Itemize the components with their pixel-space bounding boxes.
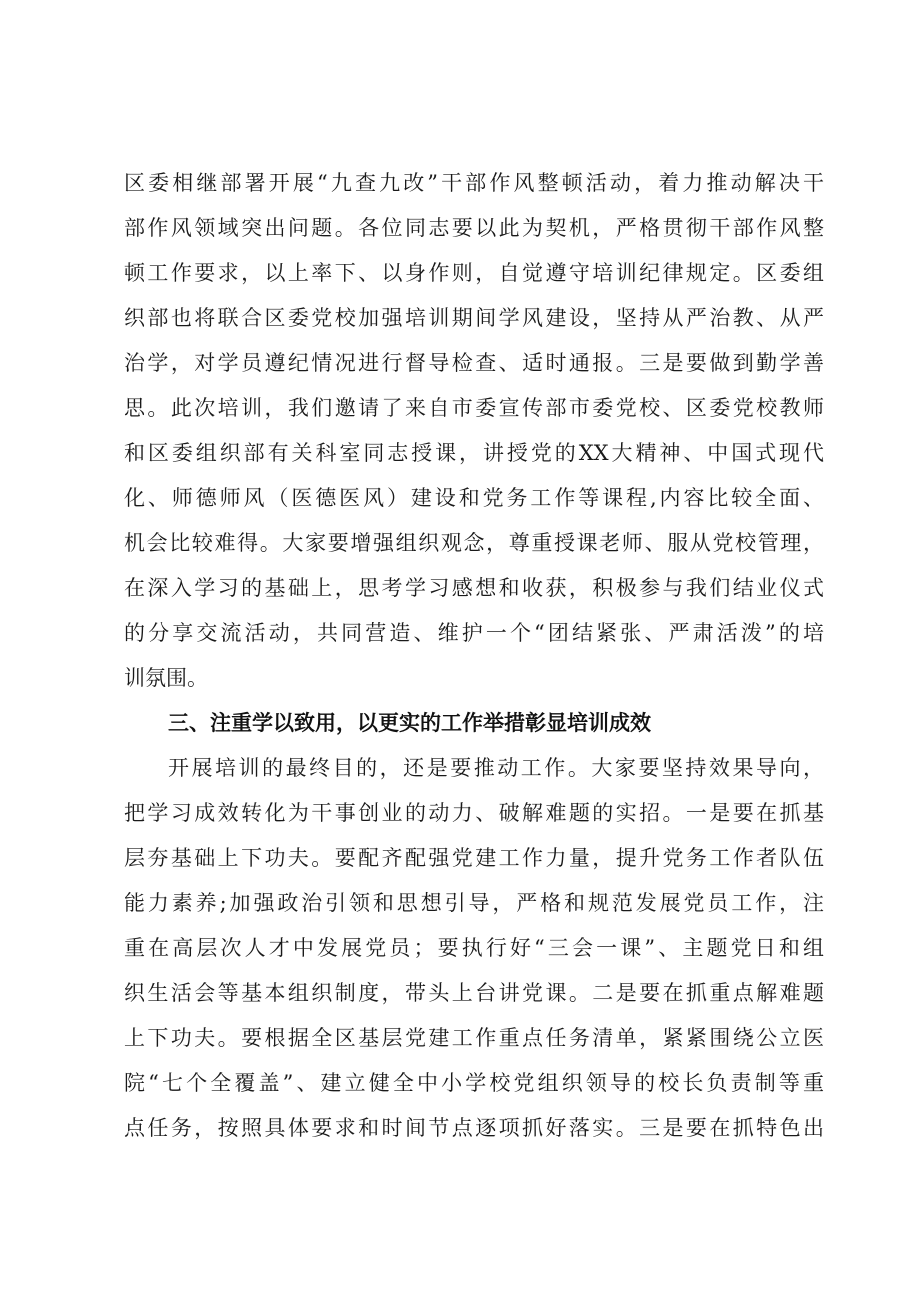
paragraph-line: 和区委组织部有关科室同志授课，讲授党的XX大精神、中国式现代: [124, 441, 824, 465]
paragraph-line: 区委相继部署开展“九查九改”干部作风整顿活动，着力推动解决干: [124, 171, 824, 195]
paragraph-line: 层夯基础上下功夫。要配齐配强党建工作力量，提升党务工作者队伍: [124, 846, 824, 870]
paragraph-line: 点任务，按照具体要求和时间节点逐项抓好落实。三是要在抓特色出: [124, 1116, 824, 1140]
paragraph-line: 上下功夫。要根据全区基层党建工作重点任务清单，紧紧围绕公立医: [124, 1026, 824, 1050]
paragraph-line: 织部也将联合区委党校加强培训期间学风建设，坚持从严治教、从严: [124, 306, 824, 330]
paragraph-line: 织生活会等基本组织制度，带头上台讲党课。二是要在抓重点解难题: [124, 981, 824, 1005]
paragraph-line: 在深入学习的基础上，思考学习感想和收获，积极参与我们结业仪式: [124, 576, 824, 600]
paragraph-line: 院“七个全覆盖”、建立健全中小学校党组织领导的校长负责制等重: [124, 1071, 824, 1095]
paragraph-line: 的分享交流活动，共同营造、维护一个“团结紧张、严肃活泼”的培: [124, 621, 824, 645]
paragraph-line: 训氛围。: [124, 666, 208, 690]
paragraph-line: 把学习成效转化为干事创业的动力、破解难题的实招。一是要在抓基: [124, 801, 824, 825]
paragraph-line: 顿工作要求，以上率下、以身作则，自觉遵守培训纪律规定。区委组: [124, 261, 824, 285]
paragraph-line: 重在高层次人才中发展党员；要执行好“三会一课”、主题党日和组: [124, 936, 824, 960]
paragraph-line: 部作风领域突出问题。各位同志要以此为契机，严格贯彻干部作风整: [124, 216, 824, 240]
paragraph-line: 化、师德师风（医德医风）建设和党务工作等课程,内容比较全面、: [124, 486, 824, 510]
section-heading: 三、注重学以致用，以更实的工作举措彰显培训成效: [168, 711, 651, 735]
paragraph-line: 能力素养;加强政治引领和思想引导，严格和规范发展党员工作，注: [124, 891, 824, 915]
paragraph-line: 机会比较难得。大家要增强组织观念，尊重授课老师、服从党校管理，: [124, 531, 824, 555]
paragraph-line: 思。此次培训，我们邀请了来自市委宣传部市委党校、区委党校教师: [124, 396, 824, 420]
paragraph-line: 开展培训的最终目的，还是要推动工作。大家要坚持效果导向，: [168, 756, 824, 780]
paragraph-line: 治学，对学员遵纪情况进行督导检查、适时通报。三是要做到勤学善: [124, 351, 824, 375]
